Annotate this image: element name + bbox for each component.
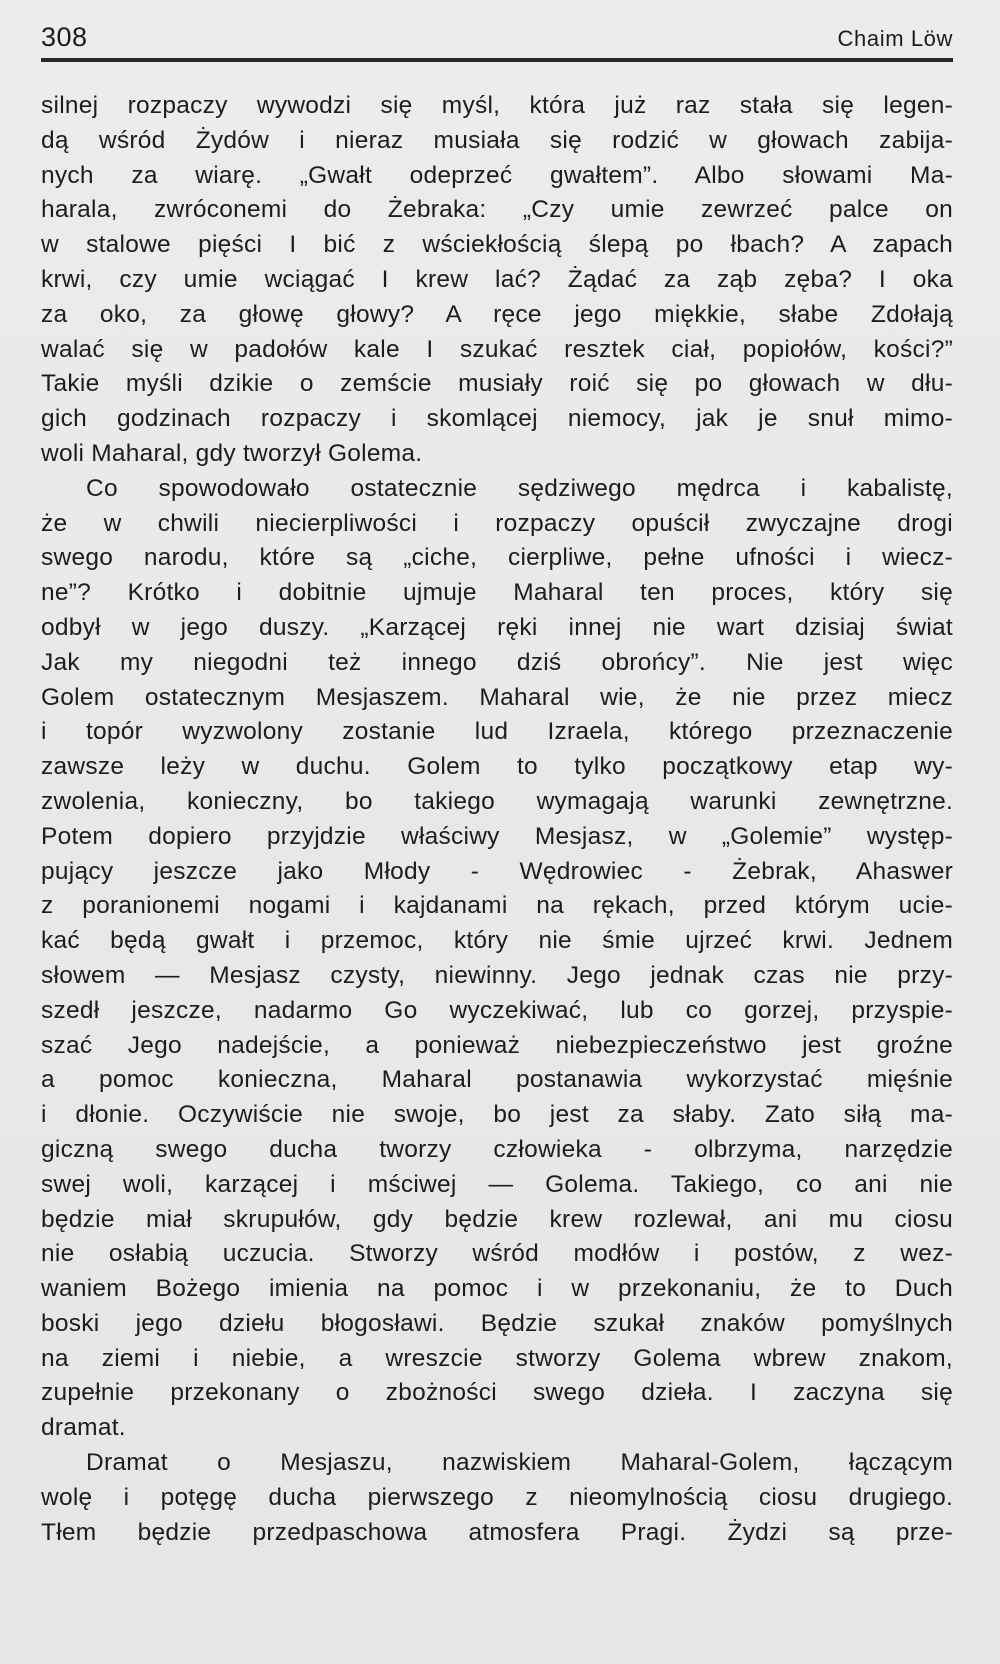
paragraph-2 [41, 472, 953, 1446]
text-line: krwi, czy umie wciągać I krew lać? Żądać za ząb zęba? I oka [41, 265, 953, 293]
text-line: gich godzinach rozpaczy i skomlącej niemocy, jak je snuł mimo- [41, 405, 953, 433]
text-line: Takie myśli dzikie o zemście musiały roić się po głowach w dłu- [41, 370, 953, 398]
text-line: nych za wiarę. „Gwałt odeprzeć gwałtem”. Albo słowami Ma- [41, 161, 953, 189]
text-line: szać Jego nadejście, a ponieważ niebezpieczeństwo jest groźne [41, 1031, 953, 1059]
text-line: silnej rozpaczy wywodzi się myśl, która już raz stała się legen- [41, 92, 953, 119]
text-line: za oko, za głowę głowy? A ręce jego miękkie, słabe Zdołają [41, 300, 953, 328]
text-line: pujący jeszcze jako Młody - Wędrowiec - Żebrak, Ahaswer [41, 857, 953, 885]
text-line: wolę i potęgę ducha pierwszego z nieomylnością ciosu drugiego. [41, 1483, 953, 1511]
body-text [41, 89, 953, 1550]
text-line: i topór wyzwolony zostanie lud Izraela, którego przeznaczenie [41, 718, 953, 746]
text-line: i dłonie. Oczywiście nie swoje, bo jest za słaby. Zato siłą ma- [41, 1101, 953, 1129]
text-line: Potem dopiero przyjdzie właściwy Mesjasz, w „Golemie” występ- [41, 822, 953, 850]
paragraph-1 [41, 89, 953, 472]
text-line: będzie miał skrupułów, gdy będzie krew rozlewał, ani mu ciosu [41, 1205, 953, 1233]
paragraph-3 [41, 1446, 953, 1550]
text-line: ne”? Krótko i dobitnie ujmuje Maharal ten proces, który się [41, 579, 953, 607]
page-header [41, 22, 953, 58]
text-line: zwolenia, konieczny, bo takiego wymagają warunki zewnętrzne. [41, 787, 953, 815]
text-line: nie osłabią uczucia. Stworzy wśród modłów i postów, z wez- [41, 1240, 953, 1268]
text-line: waniem Bożego imienia na pomoc i w przekonaniu, że to Duch [41, 1275, 953, 1303]
text-line: zawsze leży w duchu. Golem to tylko początkowy etap wy- [41, 753, 953, 781]
text-line: woli Maharal, gdy tworzył Golema. [41, 439, 423, 467]
text-line: że w chwili niecierpliwości i rozpaczy opuścił zwyczajne drogi [41, 509, 953, 537]
text-line: Co spowodowało ostatecznie sędziwego mędrca i kabalistę, [86, 474, 953, 502]
text-line: giczną swego ducha tworzy człowieka - olbrzyma, narzędzie [41, 1135, 953, 1163]
text-line: Dramat o Mesjaszu, nazwiskiem Maharal-Golem, łączącym [86, 1449, 953, 1477]
running-head-author: Chaim Löw [837, 26, 953, 51]
text-line: szedł jeszcze, nadarmo Go wyczekiwać, lub co gorzej, przyspie- [41, 996, 953, 1024]
text-line: dą wśród Żydów i nieraz musiała się rodzić w głowach zabija- [41, 126, 953, 154]
text-line: swego narodu, które są „ciche, cierpliwe, pełne ufności i wiecz- [41, 544, 953, 572]
page-number: 308 [41, 22, 88, 52]
header-rule [41, 58, 953, 62]
text-line: boski jego dziełu błogosławi. Będzie szukał znaków pomyślnych [41, 1309, 953, 1337]
text-line: kać będą gwałt i przemoc, który nie śmie ujrzeć krwi. Jednem [41, 927, 953, 955]
text-line: swej woli, karzącej i mściwej — Golema. Takiego, co ani nie [41, 1170, 953, 1198]
text-line: w stalowe pięści I bić z wściekłością ślepą po łbach? A zapach [41, 231, 953, 259]
text-line: na ziemi i niebie, a wreszcie stworzy Golema wbrew znakom, [41, 1344, 953, 1372]
text-line: dramat. [41, 1414, 126, 1442]
text-line: a pomoc konieczna, Maharal postanawia wykorzystać mięśnie [41, 1066, 953, 1094]
text-line: z poranionemi nogami i kajdanami na rękach, przed którym ucie- [41, 892, 953, 920]
text-line: Golem ostatecznym Mesjaszem. Maharal wie, że nie przez miecz [41, 683, 953, 711]
text-line: Jak my niegodni też innego dziś obrońcy”. Nie jest więc [41, 648, 953, 676]
text-line: Tłem będzie przedpaschowa atmosfera Pragi. Żydzi są prze- [41, 1518, 953, 1546]
text-line: walać się w padołów kale I szukać resztek ciał, popiołów, kości?” [41, 335, 953, 363]
text-line: odbył w jego duszy. „Karzącej ręki innej nie wart dzisiaj świat [41, 613, 953, 641]
text-line: zupełnie przekonany o zbożności swego dzieła. I zaczyna się [41, 1379, 953, 1407]
text-line: słowem — Mesjasz czysty, niewinny. Jego jednak czas nie przy- [41, 961, 953, 989]
text-line: harala, zwróconemi do Żebraka: „Czy umie zewrzeć palce on [41, 196, 953, 224]
